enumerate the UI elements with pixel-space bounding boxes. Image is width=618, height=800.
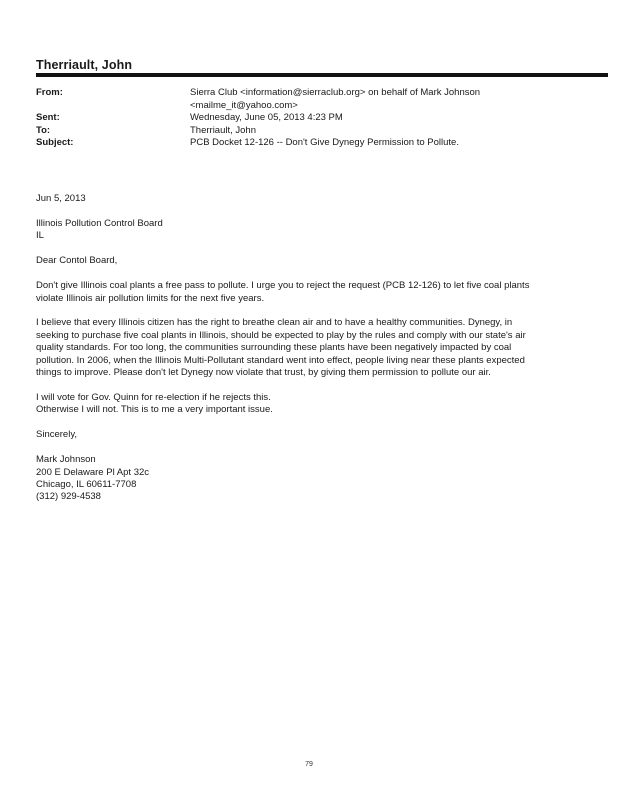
paragraph-2-line: seeking to purchase five coal plants in Illinois, should be expected to play by the rules and comply with our state's air (36, 329, 526, 341)
from-value-line2: <mailme_it@yahoo.com> (190, 99, 298, 111)
subject-label: Subject: (36, 137, 74, 148)
header-divider (36, 73, 608, 77)
subject-value: PCB Docket 12-126 -- Don't Give Dynegy Permission to Pollute. (190, 137, 459, 148)
to-value: Therriault, John (190, 124, 257, 136)
email-metadata (36, 87, 570, 150)
sent-row (36, 112, 570, 125)
sent-value: Wednesday, June 05, 2013 4:23 PM (190, 112, 343, 123)
date-paragraph (36, 193, 584, 205)
salutation-paragraph (36, 255, 584, 267)
paragraph-2-line: quality standards. For too long, the communities surrounding these plants have been negatively impacted by coal (36, 342, 512, 354)
paragraph-1-line: Don't give Illinois coal plants a free pass to pollute. I urge you to reject the request (PCB 12-126) to let five coal plants (36, 280, 530, 292)
to-label: To: (36, 124, 51, 136)
paragraph-2-line: things to improve. Please don't let Dynegy now violate that trust, by giving them permission to pollute our air. (36, 367, 491, 379)
email-body (36, 193, 584, 516)
recipient-line2: IL (36, 230, 44, 242)
paragraph-1 (36, 280, 584, 305)
signature-address-line1: 200 E Delaware Pl Apt 32c (36, 466, 150, 478)
subject-row (36, 137, 570, 150)
page-number: 79 (305, 761, 313, 768)
signature-name: Mark Johnson (36, 454, 96, 466)
paragraph-1-line: violate Illinois air pollution limits for the next five years. (36, 292, 265, 304)
paragraph-3-line: Otherwise I will not. This is to me a very important issue. (36, 404, 273, 416)
to-row (36, 125, 570, 138)
paragraph-2 (36, 317, 584, 379)
signature-address-line2: Chicago, IL 60611-7708 (36, 479, 137, 490)
from-value (190, 87, 570, 112)
sent-label: Sent: (36, 112, 60, 123)
recipient-paragraph (36, 218, 584, 243)
paragraph-3-line: I will vote for Gov. Quinn for re-election if he rejects this. (36, 391, 271, 403)
recipient-header-name: Therriault, John (36, 58, 133, 72)
signature-phone: (312) 929-4538 (36, 491, 101, 503)
letter-date: Jun 5, 2013 (36, 193, 86, 204)
from-label: From: (36, 87, 63, 98)
signature-block (36, 454, 584, 504)
paragraph-2-line: pollution. In 2006, when the Illinois Multi-Pollutant standard went into effect, people living near these plants expected (36, 354, 525, 366)
paragraph-2-line: I believe that every Illinois citizen has the right to breathe clean air and to have a healthy communities. Dynegy, in (36, 317, 513, 329)
paragraph-3 (36, 392, 584, 417)
closing-paragraph (36, 429, 584, 441)
from-value-line1: Sierra Club <information@sierraclub.org> on behalf of Mark Johnson (190, 87, 481, 98)
salutation: Dear Contol Board, (36, 255, 118, 267)
closing: Sincerely, (36, 429, 78, 441)
recipient-line1: Illinois Pollution Control Board (36, 217, 163, 229)
from-row (36, 87, 570, 112)
